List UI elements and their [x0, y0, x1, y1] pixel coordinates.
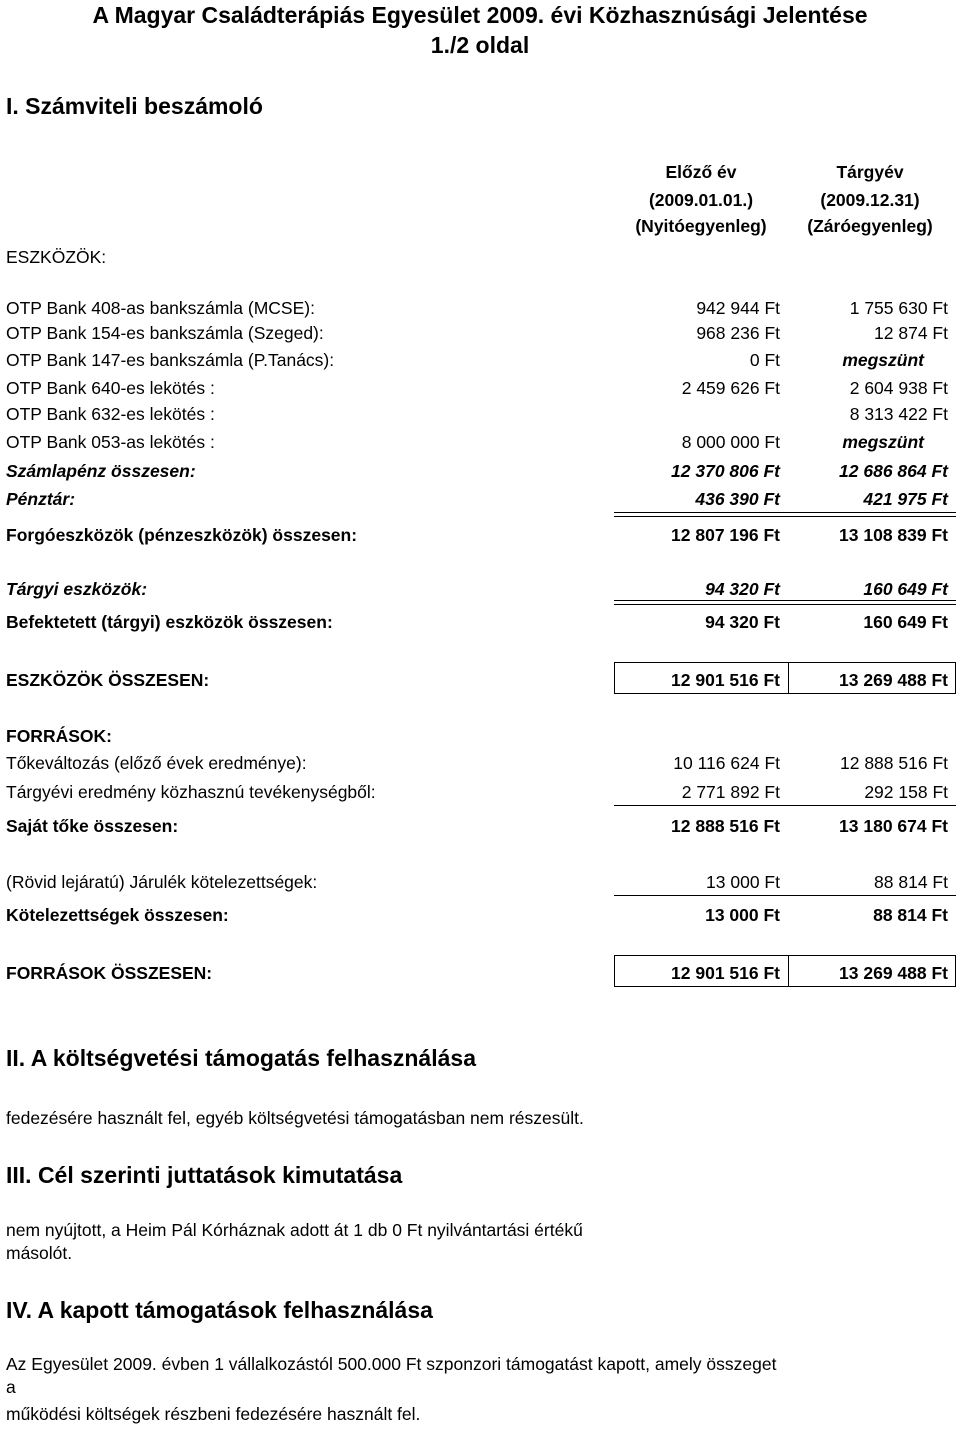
- row-curr-value: 12 686 864 Ft: [839, 461, 948, 481]
- section4-text-line2: a: [6, 1377, 16, 1397]
- row-label: (Rövid lejáratú) Járulék kötelezettségek:: [6, 872, 318, 892]
- row-label: Forgóeszközök (pénzeszközök) összesen:: [6, 525, 358, 545]
- row-prev-value: 10 116 624 Ft: [673, 753, 780, 773]
- row-label: Befektetett (tárgyi) eszközök összesen:: [6, 612, 333, 632]
- section1-heading: I. Számviteli beszámoló: [6, 93, 263, 119]
- prev-year-header-line3: (Nyitóegyenleg): [635, 216, 767, 236]
- section3-heading: III. Cél szerinti juttatások kimutatása: [6, 1162, 403, 1188]
- row-curr-value: megszünt: [842, 432, 924, 452]
- row-prev-value: 12 901 516 Ft: [671, 670, 780, 690]
- row-curr-value: 8 313 422 Ft: [849, 404, 948, 424]
- row-prev-value: 12 888 516 Ft: [671, 816, 780, 836]
- forrasok-label: FORRÁSOK:: [6, 726, 112, 746]
- underline: [614, 604, 956, 605]
- row-prev-value: 942 944 Ft: [696, 298, 780, 318]
- prev-year-header-line2: (2009.01.01.): [648, 190, 754, 210]
- row-label: ESZKÖZÖK ÖSSZESEN:: [6, 670, 210, 690]
- row-label: OTP Bank 408-as bankszámla (MCSE):: [6, 298, 315, 318]
- document-title-line1: A Magyar Családterápiás Egyesület 2009. évi Közhasznúsági Jelentése: [92, 2, 868, 28]
- row-prev-value: 13 000 Ft: [705, 905, 780, 925]
- underline: [614, 805, 956, 806]
- row-label: Számlapénz összesen:: [6, 461, 196, 481]
- row-label: OTP Bank 147-es bankszámla (P.Tanács):: [6, 350, 335, 370]
- eszkozok-label: ESZKÖZÖK:: [6, 247, 107, 267]
- row-curr-value: 292 158 Ft: [864, 782, 948, 802]
- prev-year-header-line1: Előző év: [665, 162, 737, 182]
- row-curr-value: 88 814 Ft: [873, 905, 948, 925]
- row-label: OTP Bank 053-as lekötés :: [6, 432, 215, 452]
- curr-year-header-line2: (2009.12.31): [820, 190, 920, 210]
- row-prev-value: 94 320 Ft: [705, 579, 780, 599]
- row-curr-value: 13 269 488 Ft: [839, 670, 948, 690]
- underline: [614, 600, 956, 601]
- row-curr-value: 12 888 516 Ft: [840, 753, 948, 773]
- row-curr-value: 13 269 488 Ft: [839, 963, 948, 983]
- underline: [614, 516, 956, 517]
- row-curr-value: 88 814 Ft: [874, 872, 948, 892]
- row-curr-value: 421 975 Ft: [863, 489, 948, 509]
- row-prev-value: 2 771 892 Ft: [681, 782, 780, 802]
- row-label: Kötelezettségek összesen:: [6, 905, 229, 925]
- section4-heading: IV. A kapott támogatások felhasználása: [6, 1297, 433, 1323]
- row-prev-value: 13 000 Ft: [706, 872, 780, 892]
- row-prev-value: 0 Ft: [749, 350, 780, 370]
- row-label: OTP Bank 640-es lekötés :: [6, 378, 215, 398]
- row-prev-value: 12 901 516 Ft: [671, 963, 780, 983]
- row-label: Saját tőke összesen:: [6, 816, 179, 836]
- row-prev-value: 436 390 Ft: [695, 489, 780, 509]
- row-label: FORRÁSOK ÖSSZESEN:: [6, 963, 213, 983]
- underline: [614, 895, 956, 896]
- total-box-divider: [788, 662, 789, 694]
- row-label: Tárgyi eszközök:: [6, 579, 148, 599]
- section2-heading: II. A költségvetési támogatás felhasználása: [6, 1045, 476, 1071]
- row-prev-value: 968 236 Ft: [696, 323, 780, 343]
- row-curr-value: 2 604 938 Ft: [849, 378, 948, 398]
- row-prev-value: 94 320 Ft: [705, 612, 780, 632]
- row-label: OTP Bank 632-es lekötés :: [6, 404, 215, 424]
- row-curr-value: 12 874 Ft: [874, 323, 948, 343]
- underline: [614, 512, 956, 513]
- row-prev-value: 12 370 806 Ft: [671, 461, 780, 481]
- row-prev-value: 12 807 196 Ft: [671, 525, 780, 545]
- row-curr-value: megszünt: [842, 350, 924, 370]
- section4-text-line1: Az Egyesület 2009. évben 1 vállalkozástól 500.000 Ft szponzori támogatást kapott, amely összeget: [6, 1354, 777, 1374]
- row-curr-value: 1 755 630 Ft: [849, 298, 948, 318]
- section3-text-line1: nem nyújtott, a Heim Pál Kórháznak adott át 1 db 0 Ft nyilvántartási értékű: [6, 1220, 583, 1240]
- row-curr-value: 160 649 Ft: [863, 579, 948, 599]
- section2-text: fedezésére használt fel, egyéb költségvetési támogatásban nem részesült.: [6, 1108, 584, 1128]
- section3-text-line2: másolót.: [6, 1243, 73, 1263]
- row-prev-value: 2 459 626 Ft: [681, 378, 780, 398]
- row-label: Tárgyévi eredmény közhasznú tevékenységből:: [6, 782, 376, 802]
- total-box-divider: [788, 955, 789, 987]
- row-curr-value: 160 649 Ft: [863, 612, 948, 632]
- document-title-line2: 1./2 oldal: [430, 32, 530, 58]
- row-curr-value: 13 108 839 Ft: [839, 525, 948, 545]
- row-curr-value: 13 180 674 Ft: [839, 816, 948, 836]
- row-label: Tőkeváltozás (előző évek eredménye):: [6, 753, 307, 773]
- section4-text-line3: működési költségek részbeni fedezésére használt fel.: [6, 1404, 421, 1424]
- row-label: Pénztár:: [6, 489, 76, 509]
- row-prev-value: 8 000 000 Ft: [681, 432, 780, 452]
- curr-year-header-line3: (Záróegyenleg): [807, 216, 933, 236]
- curr-year-header-line1: Tárgyév: [836, 162, 904, 182]
- row-label: OTP Bank 154-es bankszámla (Szeged):: [6, 323, 324, 343]
